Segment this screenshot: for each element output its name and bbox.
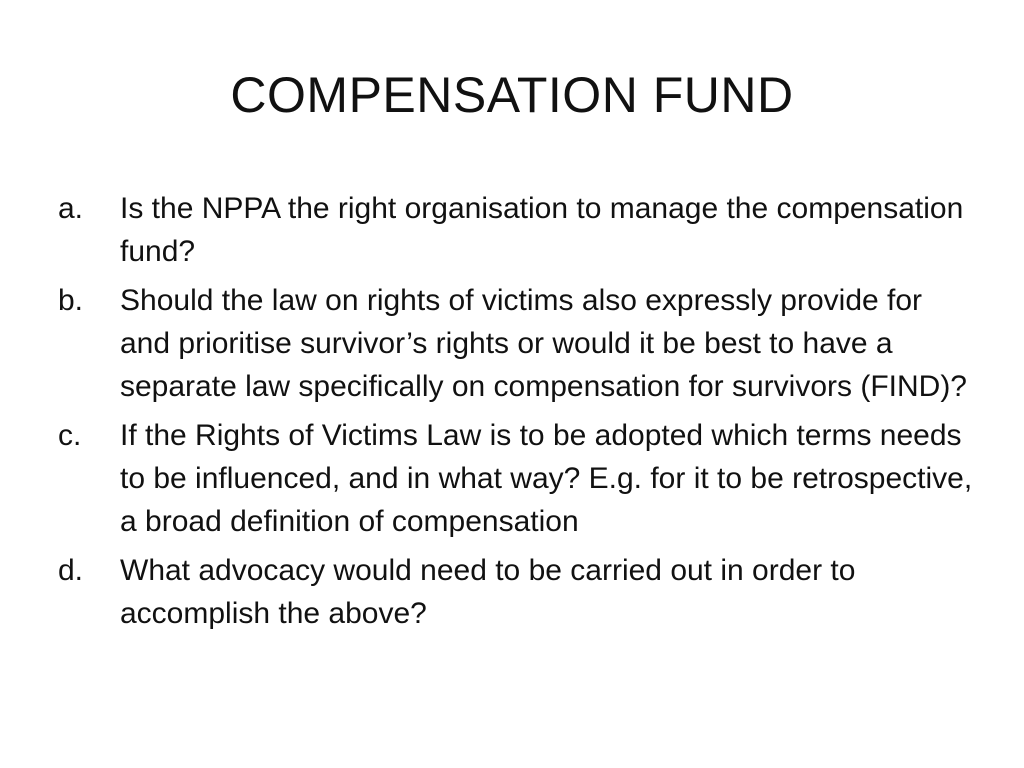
list-item-text: What advocacy would need to be carried out in order to accomplish the above? <box>120 554 856 630</box>
list-item-text: Is the NPPA the right organisation to manage the compensation fund? <box>120 192 964 268</box>
list-item-marker: c. <box>58 419 82 452</box>
list-item <box>58 187 978 273</box>
list-item <box>58 549 978 635</box>
list-item <box>58 279 978 408</box>
list-item-marker: b. <box>58 284 84 317</box>
question-list <box>58 187 978 641</box>
slide-title: COMPENSATION FUND <box>230 67 794 123</box>
list-item-text: If the Rights of Victims Law is to be adopted which terms needs to be influenced, and in what way? E.g. for it to be retrospective, a broad definition of compensation <box>120 419 973 538</box>
list-item-marker: a. <box>58 192 84 225</box>
list-item-marker: d. <box>58 554 84 587</box>
list-item <box>58 414 978 543</box>
list-item-text: Should the law on rights of victims also expressly provide for and prioritise survivor’s rights or would it be best to have a separate law specifically on compensation for survivors (FIND)? <box>120 284 967 403</box>
